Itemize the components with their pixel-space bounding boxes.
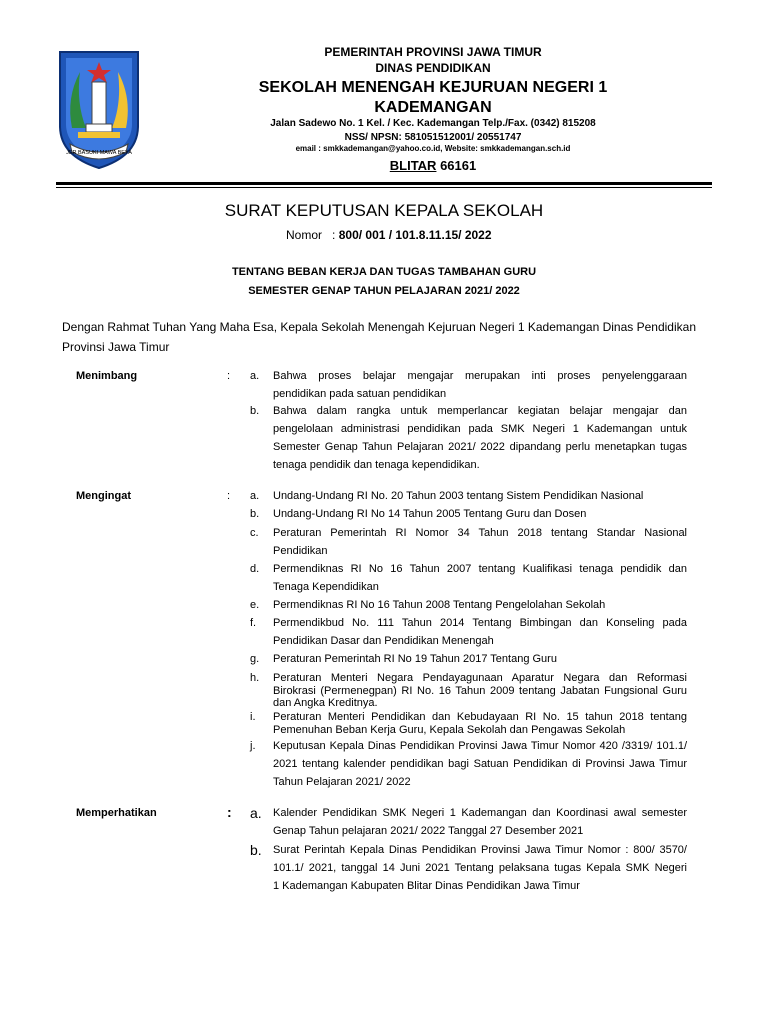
city-name: BLITAR <box>389 158 437 173</box>
letterhead-rule-thin <box>56 187 712 188</box>
letterhead-nss: NSS/ NPSN: 581051512001/ 20551747 <box>344 132 522 143</box>
document-title: SURAT KEPUTUSAN KEPALA SEKOLAH <box>224 201 544 220</box>
postal-code: 66161 <box>440 158 477 173</box>
mengingat-label: Mengingat <box>76 490 131 502</box>
mengingat-a-line-1: Undang-Undang RI No. 20 Tahun 2003 tentang Sistem Pendidikan Nasional <box>273 490 644 502</box>
memperhatikan-a-line-1: Kalender Pendidikan SMK Negeri 1 Kademangan dan Koordinasi awal semester <box>273 807 687 819</box>
mengingat-f-line-1: Permendikbud No. 111 Tahun 2014 Tentang Bimbingan dan Konseling pada <box>273 617 687 629</box>
mengingat-e-letter: e. <box>250 599 260 611</box>
mengingat-d-letter: d. <box>250 563 260 575</box>
memperhatikan-b-line-1: Surat Perintah Kepala Dinas Pendidikan Provinsi Jawa Timur Nomor : 800/ 3570/ <box>273 844 687 856</box>
letterhead-city <box>160 158 706 173</box>
mengingat-i-line-1: Peraturan Menteri Pendidikan dan Kebudayaan RI No. 15 tahun 2018 tentang <box>273 711 687 723</box>
letterhead-school-name-2: KADEMANGAN <box>374 99 492 116</box>
mengingat-c-letter: c. <box>250 527 259 539</box>
memperhatikan-a-letter: a. <box>250 805 262 821</box>
mengingat-i-line-2: Pemenuhan Beban Kerja Guru, Kepala Sekolah dan Pengawas Sekolah <box>273 724 626 736</box>
menimbang-a-line-2: pendidikan pada satuan pendidikan <box>273 388 447 400</box>
memperhatikan-a-line-2: Genap Tahun pelajaran 2021/ 2022 Tanggal 27 Desember 2021 <box>273 825 584 837</box>
mengingat-e-line-1: Permendiknas RI No 16 Tahun 2008 Tentang Pengelolahan Sekolah <box>273 599 606 611</box>
menimbang-b-line-2: pengelolaan administrasi pendidikan pada SMK Negeri 1 Kademangan untuk <box>273 423 687 435</box>
menimbang-b-line-3: Semester Genap Tahun Pelajaran 2021/ 2022 dipandang perlu menetapkan tugas <box>273 441 687 453</box>
mengingat-h-line-3: dan Angka Kreditnya. <box>273 697 378 709</box>
mengingat-g-letter: g. <box>250 653 260 665</box>
nomor-colon: : <box>332 228 336 242</box>
mengingat-j-line-2: 2021 tentang kalender pendidikan bagi Satuan Pendidikan di Provinsi Jawa Timur <box>273 758 687 770</box>
mengingat-j-letter: j. <box>250 740 256 752</box>
menimbang-colon: : <box>227 370 231 382</box>
letterhead-rule-thick <box>56 182 712 185</box>
letterhead-contact: email : smkkademangan@yahoo.co.id, Website: smkkademangan.sch.id <box>295 144 571 153</box>
letterhead-address: Jalan Sadewo No. 1 Kel. / Kec. Kademangan Telp./Fax. (0342) 815208 <box>270 118 596 129</box>
menimbang-a-line-1: Bahwa proses belajar mengajar merupakan inti proses penyelenggaraan <box>273 370 687 382</box>
logo-motto: JER BASUKI MAWA BEYA <box>66 150 132 156</box>
memperhatikan-colon: : <box>227 804 232 820</box>
mengingat-j-line-3: Tahun Pelajaran 2021/ 2022 <box>273 776 411 788</box>
letterhead-department: DINAS PENDIDIKAN <box>375 61 491 75</box>
memperhatikan-label: Memperhatikan <box>76 807 157 819</box>
mengingat-d-line-2: Tenaga Kependidikan <box>273 581 379 593</box>
nomor-value: 800/ 001 / 101.8.11.15/ 2022 <box>338 228 492 242</box>
mengingat-d-line-1: Permendiknas RI No 16 Tahun 2007 tentang Kualifikasi tenaga pendidik dan <box>273 563 687 575</box>
menimbang-label: Menimbang <box>76 370 138 382</box>
memperhatikan-b-letter: b. <box>250 842 262 858</box>
menimbang-b-letter: b. <box>250 405 260 417</box>
mengingat-c-line-2: Pendidikan <box>273 545 328 557</box>
subject-line-1: TENTANG BEBAN KERJA DAN TUGAS TAMBAHAN GURU <box>231 266 537 278</box>
menimbang-b-line-4: tenaga pendidik dan tenaga kependidikan. <box>273 459 480 471</box>
mengingat-h-line-1: Peraturan Menteri Negara Pendayagunaan Aparatur Negara dan Reformasi <box>273 672 687 684</box>
document-number <box>286 228 492 242</box>
mengingat-c-line-1: Peraturan Pemerintah RI Nomor 34 Tahun 2018 tentang Standar Nasional <box>273 527 687 539</box>
mengingat-f-line-2: Pendidikan Dasar dan Pendidikan Menengah <box>273 635 494 647</box>
mengingat-b-line-1: Undang-Undang RI No 14 Tahun 2005 Tentang Guru dan Dosen <box>273 508 587 520</box>
memperhatikan-b-line-3: 1 Kademangan Kabupaten Blitar Dinas Pendidikan Jawa Timur <box>273 880 580 892</box>
province-logo <box>56 48 142 170</box>
mengingat-g-line-1: Peraturan Pemerintah RI No 19 Tahun 2017 Tentang Guru <box>273 653 557 665</box>
letterhead-government: PEMERINTAH PROVINSI JAWA TIMUR <box>324 45 542 59</box>
mengingat-i-letter: i. <box>250 711 256 723</box>
subject-line-2: SEMESTER GENAP TAHUN PELAJARAN 2021/ 2022 <box>248 285 520 297</box>
letterhead-school-name: SEKOLAH MENENGAH KEJURUAN NEGERI 1 <box>258 79 608 96</box>
mengingat-b-letter: b. <box>250 508 260 520</box>
memperhatikan-b-line-2: 101.1/ 2021, tanggal 14 Juni 2021 Tentang pelaksana tugas Kepala SMK Negeri <box>273 862 687 874</box>
mengingat-h-letter: h. <box>250 672 260 684</box>
mengingat-a-letter: a. <box>250 490 260 502</box>
mengingat-j-line-1: Keputusan Kepala Dinas Pendidikan Provinsi Jawa Timur Nomor 420 /3319/ 101.1/ <box>273 740 687 752</box>
mengingat-h-line-2: Birokrasi (Permenegpan) RI No. 16 Tahun 2009 tentang Jabatan Fungsional Guru <box>273 685 687 697</box>
intro-paragraph: Dengan Rahmat Tuhan Yang Maha Esa, Kepala Sekolah Menengah Kejuruan Negeri 1 Kademangan Dinas Pendidikan Provinsi Jawa Timur <box>62 320 696 354</box>
mengingat-colon: : <box>227 490 231 502</box>
menimbang-b-line-1: Bahwa dalam rangka untuk memperlancar kegiatan belajar mengajar dan <box>273 405 687 417</box>
mengingat-f-letter: f. <box>250 617 257 629</box>
nomor-label: Nomor <box>286 228 323 242</box>
menimbang-a-letter: a. <box>250 370 260 382</box>
